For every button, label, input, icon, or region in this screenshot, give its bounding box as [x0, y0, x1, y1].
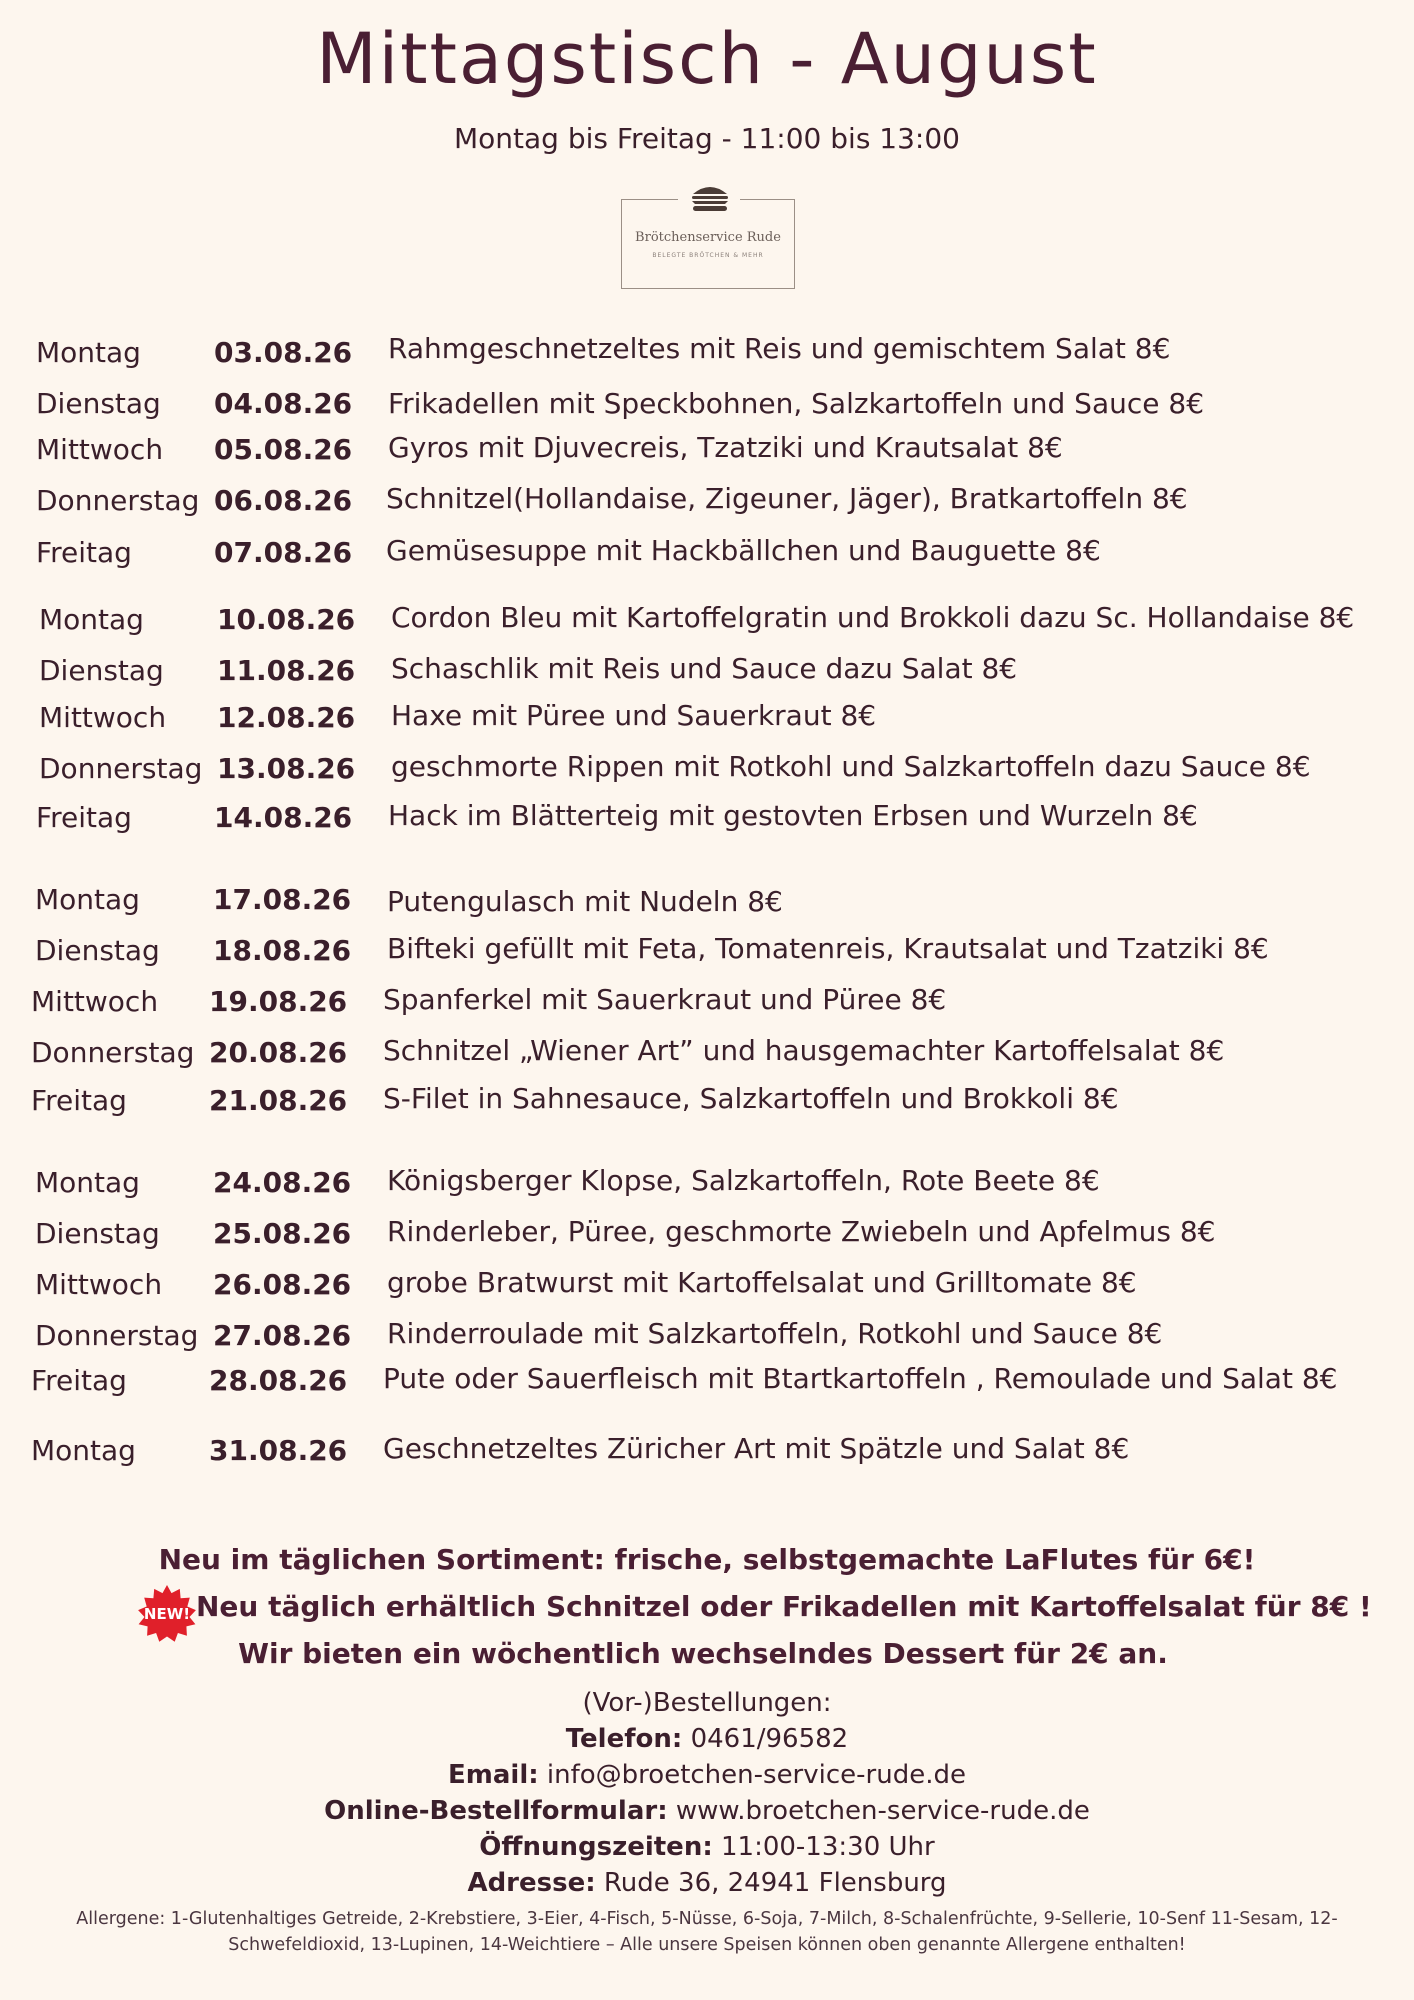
menu-date: 25.08.26 — [213, 1217, 352, 1250]
menu-dish: Schnitzel „Wiener Art” und hausgemachter Kartoffelsalat 8€ — [383, 1034, 1225, 1067]
order-form-line — [0, 1796, 1414, 1826]
hours-label: Öffnungszeiten: — [479, 1832, 713, 1862]
menu-date: 26.08.26 — [213, 1268, 352, 1301]
menu-date: 21.08.26 — [209, 1084, 348, 1117]
menu-day: Montag — [31, 1434, 136, 1467]
menu-day: Dienstag — [39, 654, 164, 687]
address-value: Rude 36, 24941 Flensburg — [595, 1868, 947, 1898]
menu-date: 31.08.26 — [209, 1434, 348, 1467]
menu-day: Dienstag — [35, 934, 160, 967]
menu-date: 14.08.26 — [214, 801, 353, 834]
menu-date: 20.08.26 — [209, 1036, 348, 1069]
announcement-laflutes: Neu im täglichen Sortiment: frische, selbstgemachte LaFlutes für 6€! — [158, 1543, 1256, 1576]
logo-tagline: BELEGTE BRÖTCHEN & MEHR — [652, 252, 764, 259]
address-line — [0, 1868, 1414, 1898]
menu-day: Montag — [35, 1166, 140, 1199]
menu-date: 07.08.26 — [214, 536, 353, 569]
menu-date: 24.08.26 — [213, 1166, 352, 1199]
menu-dish: Schaschlik mit Reis und Sauce dazu Salat 8€ — [391, 652, 1018, 685]
opening-days-subtitle: Montag bis Freitag - 11:00 bis 13:00 — [454, 122, 960, 155]
menu-dish: Pute oder Sauerfleisch mit Btartkartoffeln , Remoulade und Salat 8€ — [383, 1362, 1338, 1395]
phone-value[interactable]: 0461/96582 — [682, 1724, 849, 1754]
menu-dish: S-Filet in Sahnesauce, Salzkartoffeln und Brokkoli 8€ — [383, 1082, 1119, 1115]
address-label: Adresse: — [467, 1868, 596, 1898]
menu-day: Mittwoch — [39, 701, 167, 734]
menu-dish: Putengulasch mit Nudeln 8€ — [387, 885, 783, 918]
hours-value: 11:00-13:30 Uhr — [712, 1832, 935, 1862]
menu-dish: Frikadellen mit Speckbohnen, Salzkartoffeln und Sauce 8€ — [388, 387, 1205, 420]
menu-date: 06.08.26 — [214, 484, 353, 517]
menu-day: Donnerstag — [39, 752, 203, 785]
menu-date: 10.08.26 — [217, 603, 356, 636]
menu-dish: grobe Bratwurst mit Kartoffelsalat und Grilltomate 8€ — [387, 1266, 1137, 1299]
menu-day: Montag — [35, 883, 140, 916]
page-title: Mittagstisch - August — [316, 18, 1098, 100]
menu-date: 27.08.26 — [213, 1319, 352, 1352]
menu-day: Montag — [36, 336, 141, 369]
announcement-dessert: Wir bieten ein wöchentlich wechselndes Dessert für 2€ an. — [238, 1637, 1168, 1670]
menu-dish: Haxe mit Püree und Sauerkraut 8€ — [391, 699, 877, 732]
menu-dish: Cordon Bleu mit Kartoffelgratin und Brokkoli dazu Sc. Hollandaise 8€ — [391, 601, 1355, 634]
menu-dish: Gyros mit Djuvecreis, Tzatziki und Krautsalat 8€ — [388, 431, 1063, 464]
menu-dish: Bifteki gefüllt mit Feta, Tomatenreis, Krautsalat und Tzatziki 8€ — [387, 932, 1269, 965]
menu-dish: Geschnetzeltes Züricher Art mit Spätzle und Salat 8€ — [383, 1432, 1130, 1465]
menu-day: Freitag — [31, 1364, 127, 1397]
order-heading: (Vor-)Bestellungen: — [582, 1688, 832, 1718]
menu-dish: Königsberger Klopse, Salzkartoffeln, Rote Beete 8€ — [387, 1164, 1100, 1197]
menu-day: Freitag — [36, 536, 132, 569]
email-label: Email: — [448, 1760, 539, 1790]
phone-line — [0, 1724, 1414, 1754]
menu-day: Mittwoch — [35, 1268, 163, 1301]
menu-dish: geschmorte Rippen mit Rotkohl und Salzkartoffeln dazu Sauce 8€ — [391, 750, 1311, 783]
menu-day: Dienstag — [35, 1217, 160, 1250]
menu-date: 11.08.26 — [217, 654, 356, 687]
menu-day: Montag — [39, 603, 144, 636]
menu-dish: Rinderroulade mit Salzkartoffeln, Rotkohl und Sauce 8€ — [387, 1317, 1163, 1350]
menu-day: Donnerstag — [36, 484, 200, 517]
menu-date: 03.08.26 — [214, 336, 353, 369]
email-line — [0, 1760, 1414, 1790]
hours-line — [0, 1832, 1414, 1862]
menu-dish: Schnitzel(Hollandaise, Zigeuner, Jäger), Bratkartoffeln 8€ — [386, 482, 1188, 515]
menu-day: Dienstag — [36, 387, 161, 420]
menu-date: 28.08.26 — [209, 1364, 348, 1397]
order-form-label: Online-Bestellformular: — [324, 1796, 668, 1826]
menu-dish: Gemüsesuppe mit Hackbällchen und Bauguette 8€ — [386, 534, 1101, 567]
menu-dish: Rinderleber, Püree, geschmorte Zwiebeln und Apfelmus 8€ — [387, 1215, 1216, 1248]
menu-day: Donnerstag — [31, 1036, 195, 1069]
menu-date: 12.08.26 — [217, 701, 356, 734]
menu-day: Mittwoch — [36, 433, 164, 466]
menu-dish: Spanferkel mit Sauerkraut und Püree 8€ — [383, 983, 947, 1016]
menu-date: 17.08.26 — [213, 883, 352, 916]
phone-label: Telefon: — [565, 1724, 683, 1754]
menu-dish: Rahmgeschnetzeltes mit Reis und gemischtem Salat 8€ — [388, 332, 1171, 365]
new-badge-label: NEW! — [143, 1605, 191, 1623]
menu-day: Donnerstag — [35, 1319, 199, 1352]
menu-date: 13.08.26 — [217, 752, 356, 785]
logo-name: Brötchenservice Rude — [635, 230, 781, 245]
allergen-note: Allergene: 1-Glutenhaltiges Getreide, 2-Krebstiere, 3-Eier, 4-Fisch, 5-Nüsse, 6-Soja, 7-Milch, 8-Schalenfrüchte, 9-Sellerie, 10-Senf 11-Sesam, 12-Schwefeldioxid, 13-Lupinen, 14-Weichtiere – Alle unsere Speisen können oben genannte Allergene enthalten! — [76, 1909, 1338, 1955]
order-form-link[interactable]: www.broetchen-service-rude.de — [667, 1796, 1090, 1826]
menu-date: 18.08.26 — [213, 934, 352, 967]
menu-date: 19.08.26 — [209, 985, 348, 1018]
email-value[interactable]: info@broetchen-service-rude.de — [538, 1760, 966, 1790]
announcement-schnitzel: Neu täglich erhältlich Schnitzel oder Frikadellen mit Kartoffelsalat für 8€ ! — [196, 1590, 1372, 1623]
menu-date: 04.08.26 — [214, 387, 353, 420]
menu-date: 05.08.26 — [214, 433, 353, 466]
menu-day: Freitag — [31, 1084, 127, 1117]
menu-day: Mittwoch — [31, 985, 159, 1018]
menu-day: Freitag — [36, 801, 132, 834]
menu-dish: Hack im Blätterteig mit gestovten Erbsen und Wurzeln 8€ — [388, 799, 1198, 832]
